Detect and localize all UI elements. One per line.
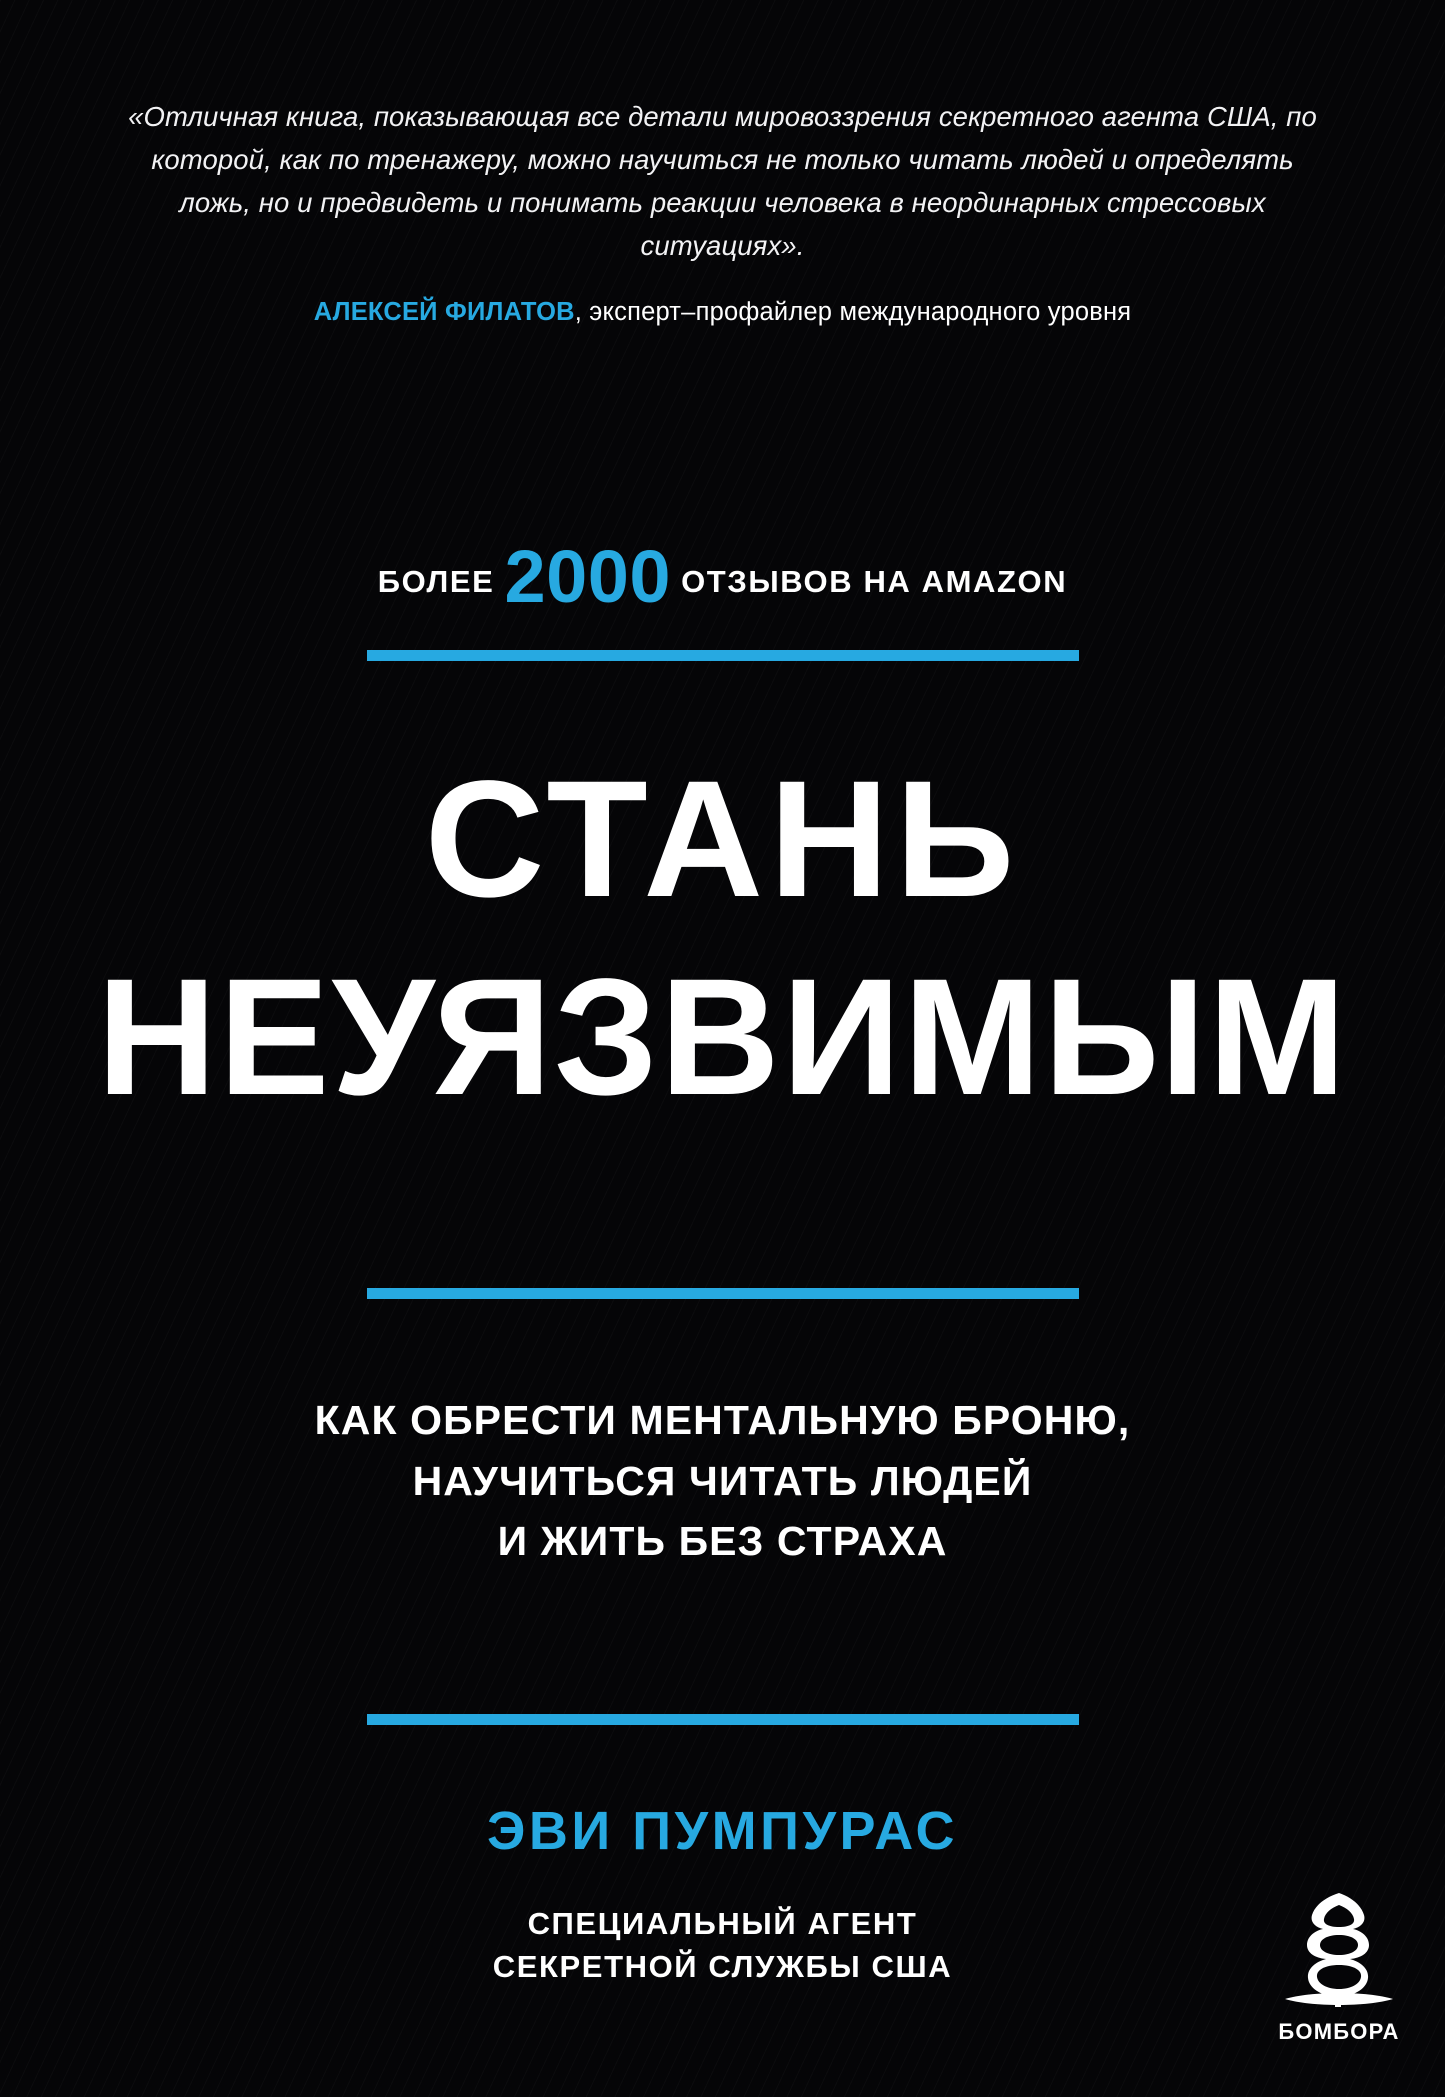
author-role xyxy=(0,1903,1445,1989)
divider-rule-bottom xyxy=(367,1714,1079,1725)
subtitle-line-3: И ЖИТЬ БЕЗ СТРАХА xyxy=(497,1518,948,1565)
badge-suffix: ОТЗЫВОВ НА AMAZON xyxy=(681,564,1068,599)
bombora-logo-icon xyxy=(1265,1887,1413,2015)
subtitle-line-1: КАК ОБРЕСТИ МЕНТАЛЬНУЮ БРОНЮ, xyxy=(314,1397,1131,1443)
divider-rule-middle xyxy=(367,1288,1079,1299)
title-line-2: НЕУЯЗВИМЫМ xyxy=(96,945,1349,1130)
subtitle-line-2: НАУЧИТЬСЯ ЧИТАТЬ ЛЮДЕЙ xyxy=(412,1457,1033,1504)
author-name: ЭВИ ПУМПУРАС xyxy=(487,1801,958,1861)
author-role-line-2: СЕКРЕТНОЙ СЛУЖБЫ США xyxy=(492,1948,953,1984)
blurb-block xyxy=(128,96,1317,327)
blurb-credit-name: АЛЕКСЕЙ ФИЛАТОВ xyxy=(313,297,575,326)
publisher-logo xyxy=(1265,1887,1413,2045)
title-line-1: СТАНЬ xyxy=(424,747,1021,932)
blurb-credit xyxy=(128,298,1317,327)
amazon-reviews-badge xyxy=(0,534,1445,619)
author-role-line-1: СПЕЦИАЛЬНЫЙ АГЕНТ xyxy=(527,1906,918,1941)
badge-prefix: БОЛЕЕ xyxy=(377,564,495,599)
subtitle-block xyxy=(0,1390,1445,1572)
blurb-credit-role: , эксперт–профайлер международного уровня xyxy=(574,297,1132,326)
badge-count: 2000 xyxy=(504,535,672,618)
divider-rule-top xyxy=(367,650,1079,661)
publisher-name: БОМБОРА xyxy=(1278,2019,1400,2044)
blurb-quote: «Отличная книга, показывающая все детали мировоззрения секретного агента США, по которой, как по тренажеру, можно научиться не только читать людей и определять ложь, но и предвидеть и понимать реакции человека в неординарных стрессовых ситуациях». xyxy=(128,101,1317,261)
